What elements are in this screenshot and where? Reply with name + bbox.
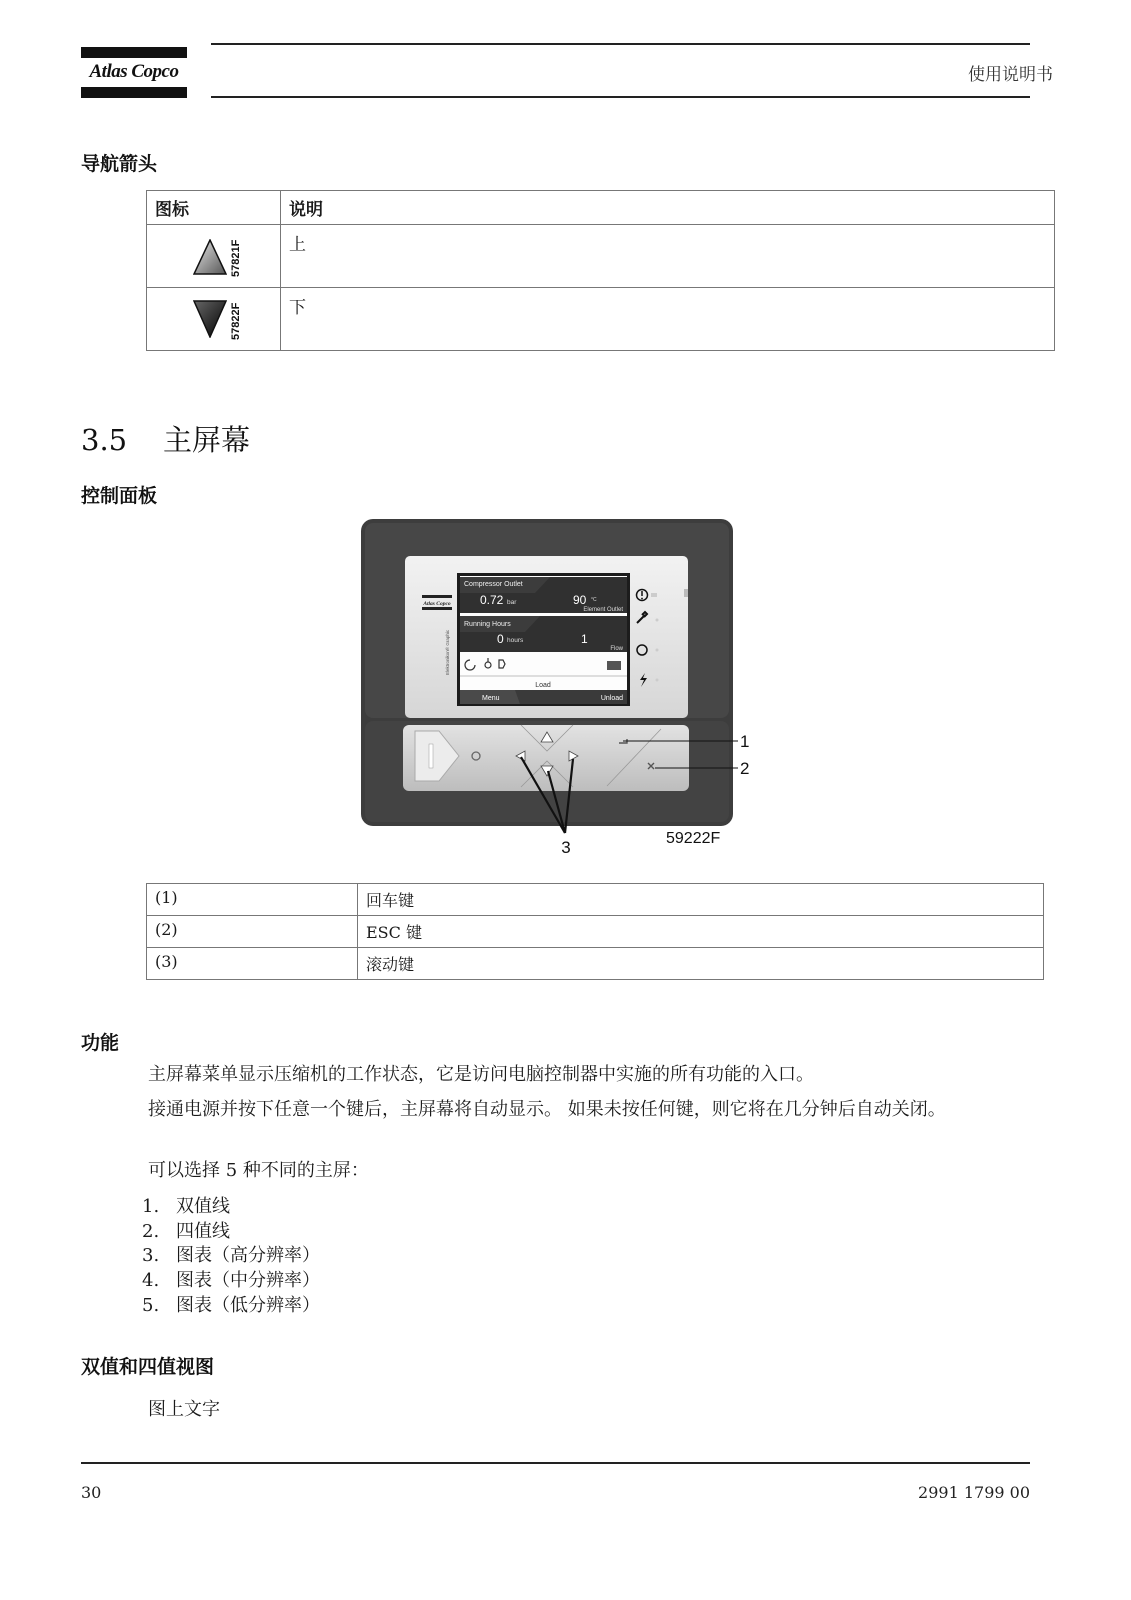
key-description: ESC 键 (358, 916, 1044, 948)
battery-icon (607, 661, 621, 670)
lcd-hours-unit: hours (507, 637, 524, 644)
up-triangle-icon (193, 239, 227, 275)
down-triangle-icon (193, 300, 227, 338)
panel-logo: Atlas Copco (423, 601, 451, 607)
lcd-outlet-label: Compressor Outlet (464, 581, 523, 588)
lcd-flow-value: 1 (581, 632, 588, 646)
table-row (147, 948, 1044, 980)
header-title: 使用说明书 (968, 65, 1053, 85)
lcd-status: Load (535, 682, 551, 689)
callout-1: 1 (740, 732, 750, 751)
key-label: (1) (147, 884, 358, 916)
section-name: 主屏幕 (163, 423, 251, 457)
control-panel-heading: 控制面板 (81, 485, 158, 507)
lcd-temp-value: 90 (573, 593, 587, 607)
list-item: 3. 图表（高分辨率） (142, 1245, 320, 1267)
logo-bar-top (81, 47, 187, 58)
list-item: 4. 图表（中分辨率） (142, 1270, 320, 1292)
list-item: 5. 图表（低分辨率） (142, 1294, 320, 1316)
home-screen-list (142, 1195, 320, 1318)
paragraph: 可以选择 5 种不同的主屏： (148, 1160, 369, 1181)
key-label: (3) (147, 948, 358, 980)
logo-bar-bottom (81, 87, 187, 98)
column-header-icon: 图标 (147, 191, 281, 225)
keys-table (146, 883, 1044, 980)
callout-3: 3 (561, 838, 571, 857)
nav-arrows-heading: 导航箭头 (81, 153, 158, 175)
header-rule-bottom (211, 96, 1030, 98)
views-heading: 双值和四值视图 (81, 1356, 215, 1378)
table-row (147, 288, 1055, 351)
callout-2: 2 (740, 759, 750, 778)
icon-code: 57822F (230, 302, 242, 340)
panel-brand: Elektronikon® Graphic (445, 629, 450, 675)
lcd-hours-label: Running Hours (464, 621, 511, 628)
icon-cell (147, 288, 281, 351)
column-header-description: 说明 (281, 191, 1055, 225)
icon-cell (147, 225, 281, 288)
list-item: 2. 四值线 (142, 1220, 230, 1242)
paragraph: 接通电源并按下任意一个键后，主屏幕将自动显示。 如果未按任何键，则它将在几分钟后自动关闭。 (148, 1099, 946, 1120)
nav-arrows-table (146, 190, 1055, 351)
lcd-outlet-unit: bar (507, 599, 517, 606)
lcd-temp-label: Element Outlet (583, 607, 623, 613)
lcd-temp-unit: °C (591, 597, 597, 603)
table-header-row (147, 191, 1055, 225)
key-description: 回车键 (358, 884, 1044, 916)
lcd-flow-label: Flow (610, 646, 623, 652)
control-panel-figure (355, 515, 775, 860)
key-label: (2) (147, 916, 358, 948)
figure-code: 59222F (666, 830, 721, 847)
header-rule-top (211, 43, 1030, 45)
paragraph: 主屏幕菜单显示压缩机的工作状态，它是访问电脑控制器中实施的所有功能的入口。 (148, 1064, 814, 1085)
page-number: 30 (81, 1483, 102, 1502)
icon-code: 57821F (230, 239, 242, 277)
table-row (147, 884, 1044, 916)
key-description: 滚动键 (358, 948, 1044, 980)
document-number: 2991 1799 00 (918, 1483, 1030, 1502)
description-cell: 下 (281, 288, 1055, 351)
logo-text: Atlas Copco (89, 61, 179, 82)
section-title (81, 418, 250, 459)
section-number: 3.5 (81, 423, 128, 457)
table-row (147, 225, 1055, 288)
lcd-outlet-value: 0.72 (480, 593, 504, 607)
lcd-softkey-unload: Unload (600, 695, 623, 702)
list-item: 1. 双值线 (142, 1196, 230, 1217)
lcd-softkey-menu: Menu (482, 695, 500, 702)
description-cell: 上 (281, 225, 1055, 288)
lcd-hours-value: 0 (497, 632, 504, 646)
footer-rule (81, 1462, 1030, 1464)
function-heading: 功能 (81, 1032, 120, 1054)
views-text: 图上文字 (148, 1399, 220, 1420)
table-row (147, 916, 1044, 948)
